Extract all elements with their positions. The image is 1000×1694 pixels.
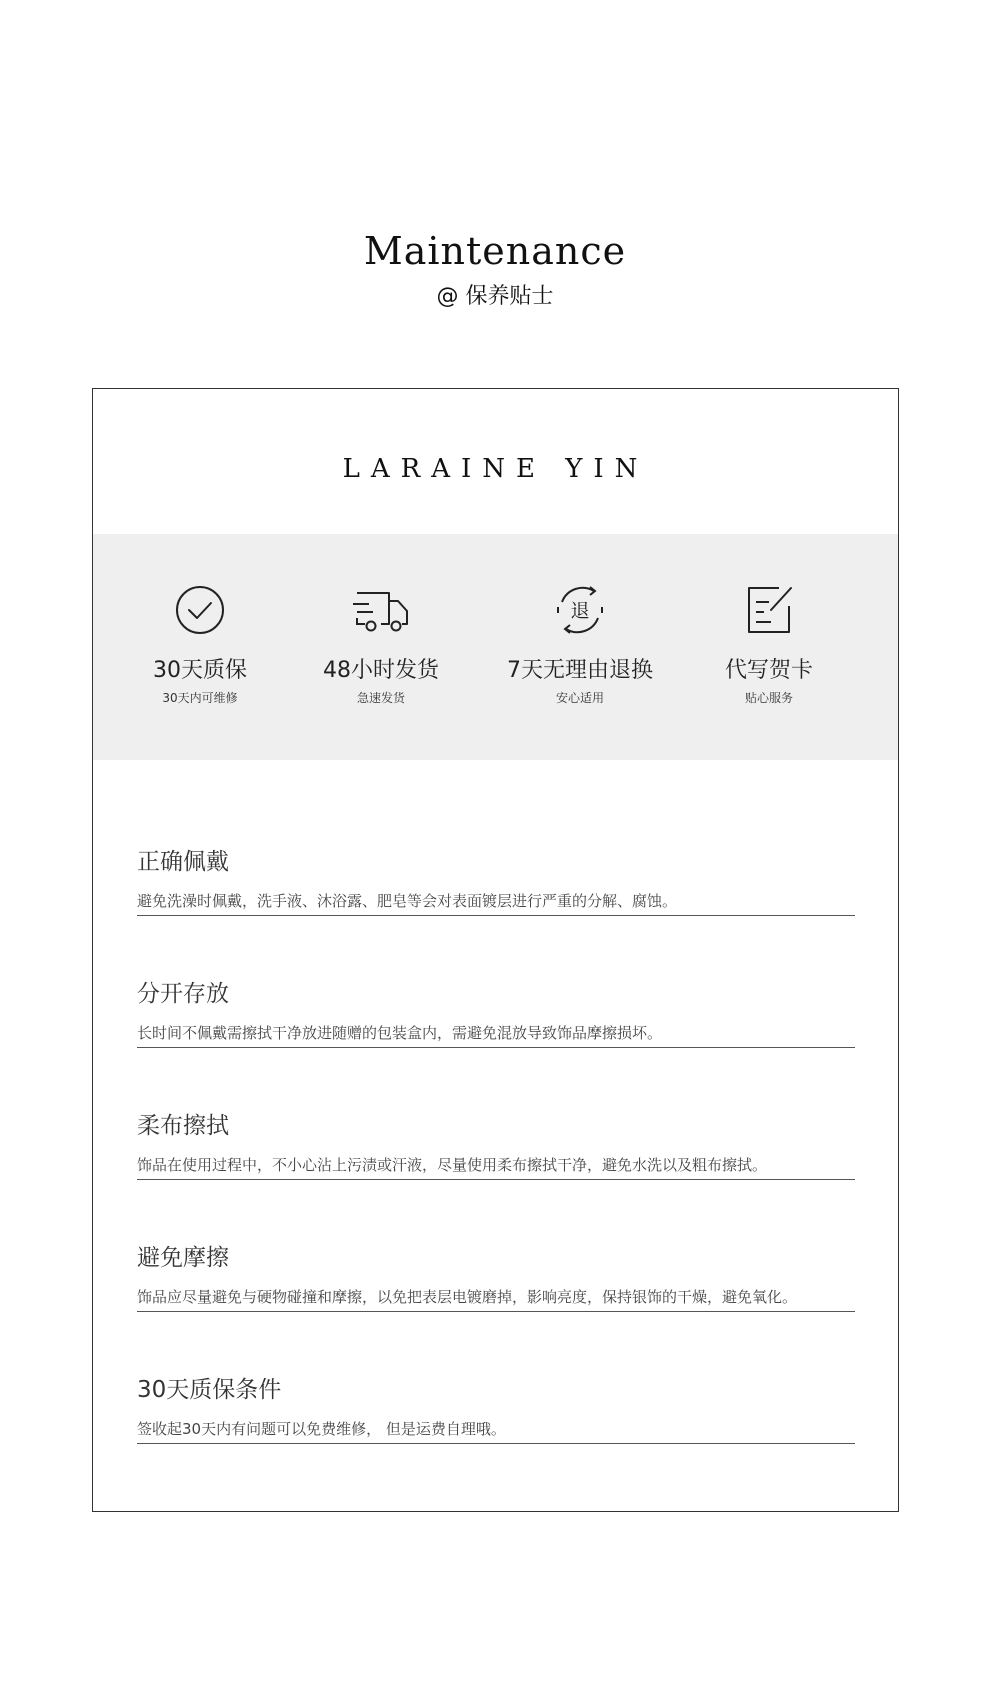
divider bbox=[137, 1311, 855, 1312]
feature-subtitle: 贴心服务 bbox=[744, 691, 793, 705]
check-circle-icon bbox=[170, 580, 230, 640]
divider bbox=[137, 915, 855, 916]
tip-item bbox=[137, 1111, 855, 1191]
maintenance-card bbox=[92, 388, 899, 1512]
divider bbox=[137, 1179, 855, 1180]
tip-item bbox=[137, 1243, 855, 1323]
feature-title: 代写贺卡 bbox=[724, 658, 813, 683]
feature-card-writing bbox=[674, 534, 864, 760]
divider bbox=[137, 1047, 855, 1048]
return-icon-text: 退 bbox=[570, 600, 590, 622]
truck-icon bbox=[351, 580, 411, 640]
feature-shipping bbox=[286, 534, 476, 760]
return-icon bbox=[550, 580, 610, 640]
divider bbox=[137, 1443, 855, 1444]
tip-description: 饰品在使用过程中，不小心沾上污渍或汗液，尽量使用柔布擦拭干净，避免水洗以及粗布擦拭。 bbox=[137, 1156, 768, 1174]
tip-item bbox=[137, 979, 855, 1059]
feature-subtitle: 安心适用 bbox=[555, 691, 604, 705]
feature-title: 7天无理由退换 bbox=[507, 658, 653, 683]
tip-title: 正确佩戴 bbox=[137, 849, 229, 875]
page-title: Maintenance bbox=[363, 229, 627, 273]
tip-title: 分开存放 bbox=[137, 981, 229, 1007]
service-features bbox=[93, 534, 898, 760]
page-subtitle: @ 保养贴士 bbox=[436, 284, 554, 309]
feature-warranty bbox=[105, 534, 295, 760]
feature-subtitle: 30天内可维修 bbox=[162, 691, 238, 705]
tip-title: 避免摩擦 bbox=[137, 1245, 229, 1271]
tip-title: 30天质保条件 bbox=[137, 1377, 282, 1403]
edit-card-icon bbox=[739, 580, 799, 640]
tip-description: 避免洗澡时佩戴，洗手液、沐浴露、肥皂等会对表面镀层进行严重的分解、腐蚀。 bbox=[137, 892, 678, 910]
brand-logo: LARAINE YIN bbox=[342, 454, 649, 484]
tip-title: 柔布擦拭 bbox=[137, 1113, 229, 1139]
feature-return bbox=[485, 534, 675, 760]
feature-title: 48小时发货 bbox=[323, 658, 439, 683]
tip-description: 饰品应尽量避免与硬物碰撞和摩擦，以免把表层电镀磨掉，影响亮度，保持银饰的干燥，避免氧化。 bbox=[137, 1288, 798, 1306]
feature-title: 30天质保 bbox=[153, 658, 247, 683]
tip-item bbox=[137, 847, 855, 927]
tip-description: 长时间不佩戴需擦拭干净放进随赠的包装盒内，需避免混放导致饰品摩擦损坏。 bbox=[137, 1024, 663, 1042]
tip-item bbox=[137, 1375, 855, 1455]
tip-description: 签收起30天内有问题可以免费维修， 但是运费自理哦。 bbox=[137, 1420, 506, 1438]
feature-subtitle: 急速发货 bbox=[356, 691, 405, 705]
